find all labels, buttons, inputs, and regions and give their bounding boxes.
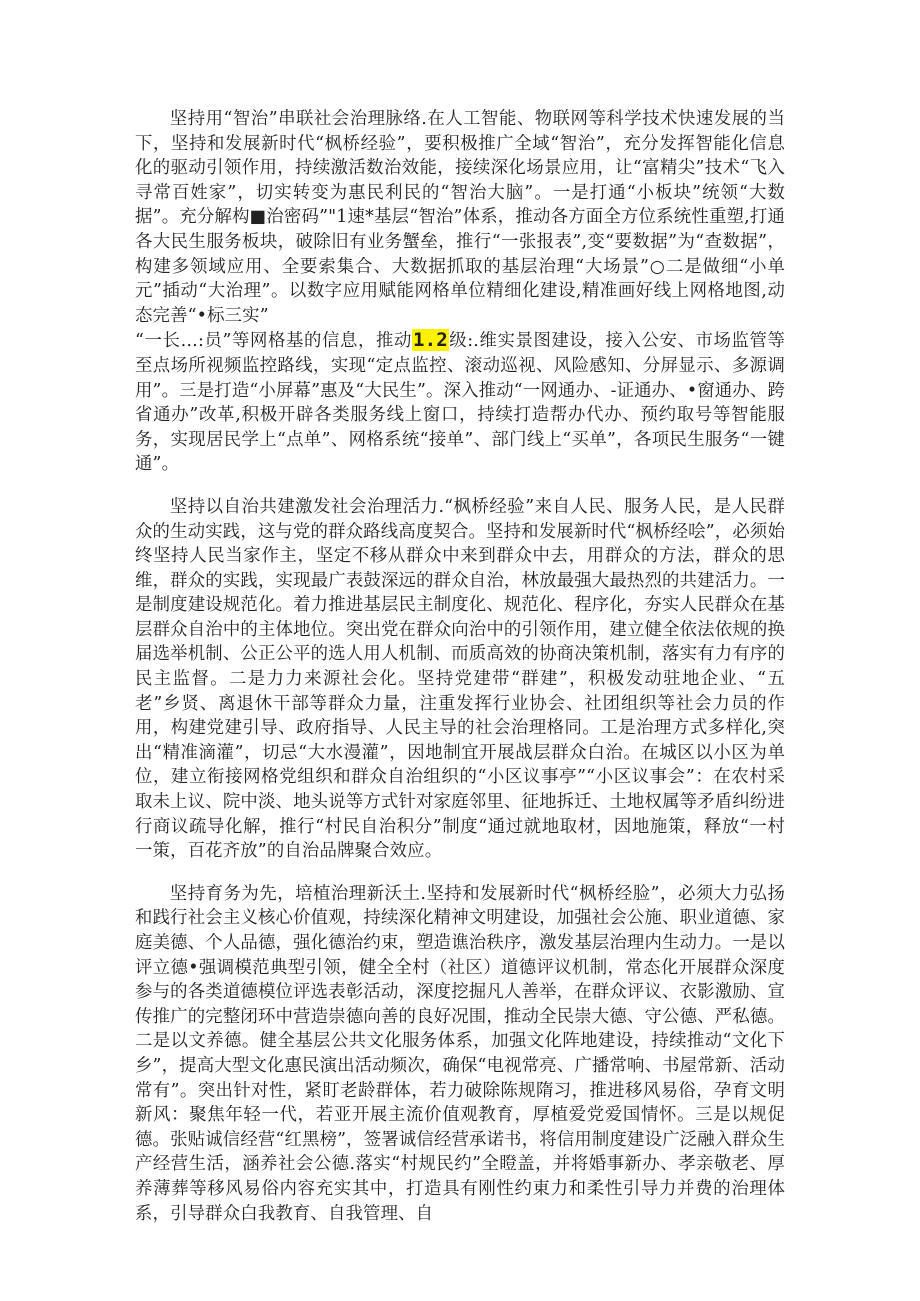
highlighted-text: 1.2 [413, 329, 448, 352]
document-body [135, 107, 785, 1226]
paragraph-text: 坚持用“智治”串联社会治理脉络.在人工智能、物联网等科学技术快速发展的当下，坚持和发展新时代“枫桥经验”，要积极推广全域“智治”，充分发挥智能化信息化的驱动引领作用，持续激活数治效能，接续深化场景应用，让“富精尖”技术“飞入寻常百姓家”，切实转变为惠民利民的“智治大脑”。一是打通“小板块”统领“大数据”。充分解构■治密码”"1速*基层“智治”体系，推动各方面全方位系统性重塑,打通各大民生服务板块，破除旧有业务蟹垒，推行“一张报表”,变“要数据”为“查数据”，构建多领域应用、全要索集合、大数据抓取的基层治理“大场景”○二是做细“小单元”插动“大治理”。以数字应用赋能网格单位精细化建设,精准画好线上网格地图,动态完善“•标三实” [135, 109, 785, 326]
paragraph-text: “一长…:员”等网格基的信息，推动 [135, 331, 413, 352]
paragraph-moral-governance: 坚持育务为先，培植治理新沃土.坚持和发展新时代“枫桥经脸”，必须大力弘扬和践行社会主义核心价值观，持续深化精神文明建设，加强社会公施、职业道德、家庭美德、个人品德，强化德治约束，塑造谯治秩序，激发基层治理内生动力。一是以评立德•强调模范典型引领，健全全村（社区）道德评议机制，常态化开展群众深度参与的各类道德模位评选表彰活动，深度挖掘凡人善举，在群众评议、衣影激励、宣传推广的完整闭环中营造崇德向善的良好况围，推动全民崇大德、守公德、严私德。二是以文养德。健全基层公共文化服务体系，加强文化阵地建设，持续推动“文化下乡”，提高大型文化惠民演出活动频次，确保“电视常亮、广播常响、书屋常新、活动常有”。突出针对性，紧盯老龄群体，若力破除陈规隋习，推进移风易俗，孕育文明新风：聚焦年轻一代，若亚开展主流价值观教育，厚植爱党爱国情怀。三是以规促德。张贴诚信经营“红黑榜”，签署诚信经营承诺书，将信用制度建设广泛融入群众生产经营生活，涵养社会公德.落实“村规民约”全瞪盖，并将婚事新办、孝亲敬老、厚养薄葬等移风易俗内容充实其中，打造具有刚性约東力和柔性引导力并费的治理体系，引导群众白我教育、自我管理、自 [135, 883, 785, 1224]
paragraph-self-governance: 坚持以自治共建激发社会治理活力.“枫桥经验”来自人民、服务人民，是人民群众的生动实践，这与党的群众路线高度契合。坚持和发展新时代“枫桥经哙”，必须始终坚持人民当家作主，坚定不移从群众中来到群众中去，用群众的方法，群众的思维，群众的实践，实现最广表鼓深远的群众自治，林放最强大最热烈的共建活力。一是制度建设规范化。着力推进基层民主制度化、规范化、程序化，夯实人民群众在基层群众自治中的主体地位。突出党在群众向治中的引领作用，建立健全依法依规的换届选举机制、公正公平的选人用人机制、而质高效的协商决策机制，落实有力有序的民主监督。二是力力来源社会化。坚持党建带“群建”，积极发动驻地企业、“五老”乡贤、离退休干部等群众力量，注重发挥行业协会、社团组织等社会力员的作用，构建党建引导、政府指导、人民主导的社会治理格同。工是治理方式多样化,突出“精准滴灌”，切忌“大水漫灌”，因地制宜开展战层群众白治。在城区以小区为单位，建立衔接网格党组织和群众自治组织的“小区议事亭”“小区议事会”：在农村采取未上议、院中淡、地头说等方式针对家庭邻里、征地拆迁、土地权属等矛盾纠纷进行商议疏导化解，推行“村民自治积分”制度“通过就地取材，因地施策，释放“一村一策，百花齐放”的自治品牌聚合效应。 [135, 496, 785, 862]
paragraph-continuation [135, 328, 785, 477]
paragraph-smart-governance [135, 107, 785, 477]
paragraph-text: 级:.维实景图建设，接入公安、市场监管等至点场所视频监控路线，实现“定点监控、滚动巡视、风险感知、分屏显示、多源调用”。三是打造“小屏幕”惠及“大民生”。深入推动“一网通办、-证通办、•窗通办、跨省通办”改革,积极开辟各类服务线上窗口，持续打造帮办代办、预约取号等智能服务，实现居民学上“点单”、网格系统“接单”、部门线上“买单”，各项民生服务“一键通”。 [135, 331, 786, 475]
